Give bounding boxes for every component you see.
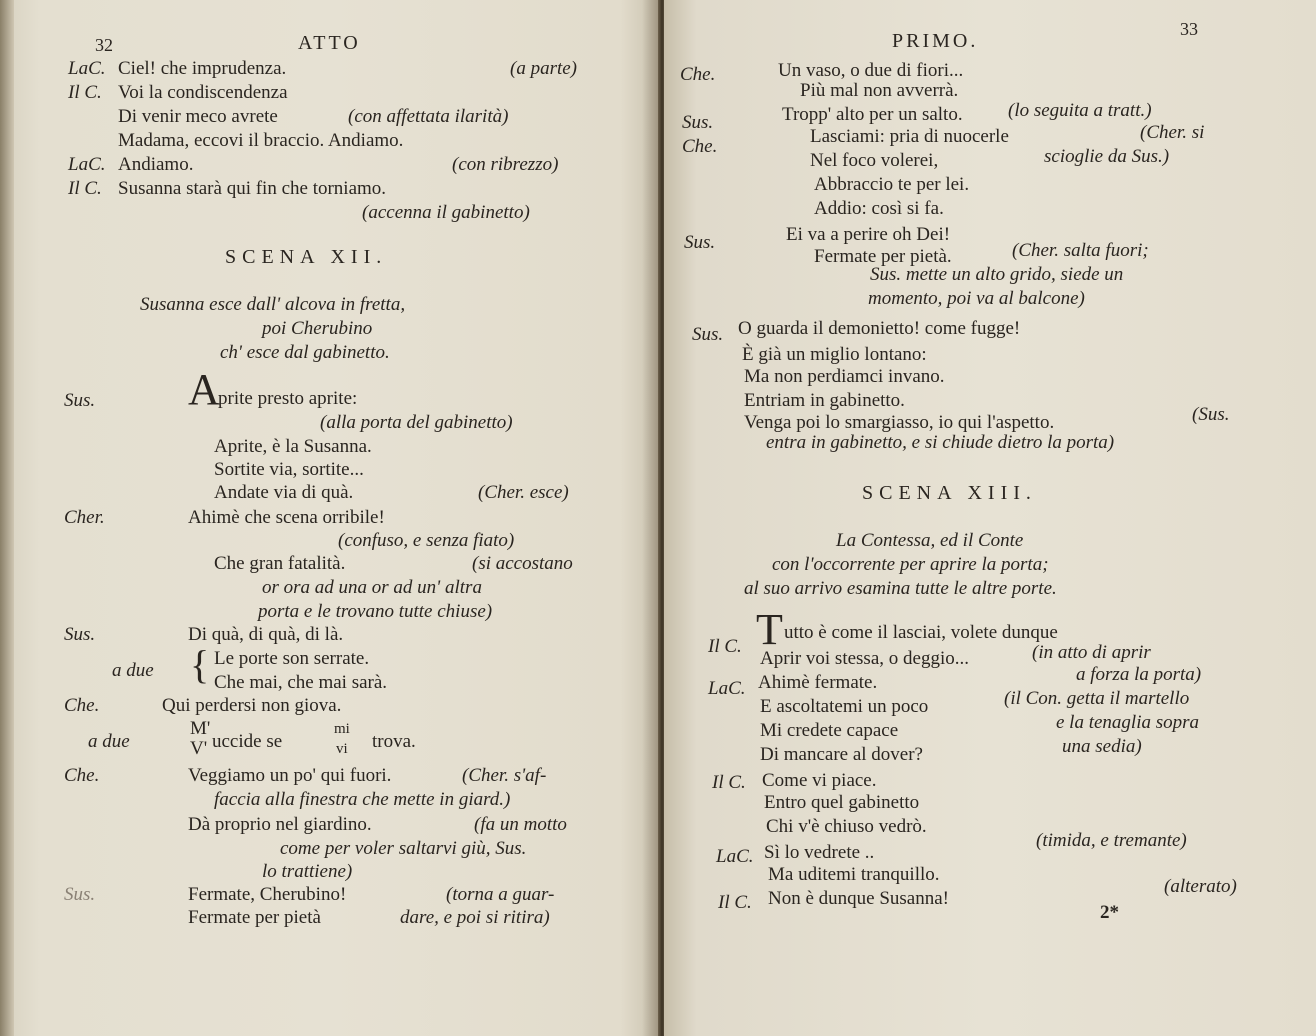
stage-direction: Sus. mette un alto grido, siede un — [870, 264, 1124, 285]
drop-cap: A — [188, 365, 220, 414]
verse-line: Aprir voi stessa, o deggio... — [760, 648, 969, 669]
verse-line: Dà proprio nel giardino. — [188, 814, 372, 835]
scene-heading: SCENA XIII. — [862, 482, 1037, 504]
stage-direction: (Cher. salta fuori; — [1012, 240, 1149, 261]
speaker: Sus. — [682, 112, 714, 133]
speaker: LaC. — [68, 58, 106, 79]
verse-line: Più mal non avverrà. — [800, 80, 959, 101]
verse-line: Qui perdersi non giova. — [162, 695, 342, 716]
verse-line: Andate via di quà. — [214, 482, 354, 503]
speaker: LaC. — [68, 154, 106, 175]
speaker: Sus. — [64, 884, 96, 905]
verse-line: Abbraccio te per lei. — [814, 174, 970, 195]
scene-description: Susanna esce dall' alcova in fretta, — [140, 294, 406, 315]
stage-direction: come per voler saltarvi giù, Sus. — [280, 838, 527, 859]
verse-line: Come vi piace. — [762, 770, 877, 791]
verse-line: Un vaso, o due di fiori... — [778, 60, 964, 81]
stage-direction: (Sus. — [1192, 404, 1230, 425]
verse-line: Tropp' alto per un salto. — [782, 104, 963, 125]
speaker: Cher. — [64, 507, 105, 528]
speaker: LaC. — [716, 846, 754, 867]
verse-line: Aprite, è la Susanna. — [214, 436, 372, 457]
speaker: Sus. — [684, 232, 716, 253]
scene-description: La Contessa, ed il Conte — [836, 530, 1024, 551]
scene-heading: SCENA XII. — [225, 246, 388, 268]
stage-direction: (accenna il gabinetto) — [362, 202, 530, 223]
verse-line: Veggiamo un po' qui fuori. — [188, 765, 392, 786]
speaker: LaC. — [708, 678, 746, 699]
stage-direction: (alla porta del gabinetto) — [320, 412, 513, 433]
signature-mark: 2* — [1100, 902, 1119, 923]
verse-line: Ma non perdiamci invano. — [744, 366, 945, 387]
verse-line: utto è come il lasciai, volete dunque — [784, 622, 1058, 643]
verse-fragment: V' — [190, 738, 208, 759]
stage-direction: (confuso, e senza fiato) — [338, 530, 515, 551]
verse-line: Andiamo. — [118, 154, 194, 175]
verse-line: Che gran fatalità. — [214, 553, 346, 574]
verse-line: Fermate, Cherubino! — [188, 884, 347, 905]
speaker: Il C. — [68, 82, 102, 103]
brace: { — [190, 642, 210, 687]
verse-line: uccide se — [212, 731, 283, 752]
stage-direction: (timida, e tremante) — [1036, 830, 1187, 851]
stage-direction: una sedia) — [1062, 736, 1142, 757]
verse-line: Ciel! che imprudenza. — [118, 58, 287, 79]
stage-direction: (a parte) — [510, 58, 578, 79]
stage-direction: or ora ad una or ad un' altra — [262, 577, 482, 598]
stage-direction: entra in gabinetto, e si chiude dietro la porta) — [766, 432, 1115, 453]
stage-direction: (alterato) — [1164, 876, 1237, 897]
speaker: Che. — [64, 695, 100, 716]
verse-line: Di venir meco avrete — [118, 106, 278, 127]
verse-line: Madama, eccovi il braccio. Andiamo. — [118, 130, 404, 151]
verse-line: Addio: così si fa. — [814, 198, 944, 219]
speaker: Che. — [64, 765, 100, 786]
verse-line: Sì lo vedrete .. — [764, 842, 875, 863]
verse-line: Voi la condiscendenza — [118, 82, 288, 103]
verse-line: Entro quel gabinetto — [764, 792, 920, 813]
speaker: Sus. — [692, 324, 724, 345]
verse-line: Di quà, di quà, di là. — [188, 624, 344, 645]
verse-line: Ahimè fermate. — [758, 672, 878, 693]
stage-direction: (con affettata ilarità) — [348, 106, 509, 127]
scene-description: con l'occorrente per aprire la porta; — [772, 554, 1049, 575]
verse-line: Venga poi lo smargiasso, io qui l'aspetto. — [744, 412, 1055, 433]
stage-direction: porta e le trovano tutte chiuse) — [258, 601, 493, 622]
stage-direction: dare, e poi si ritira) — [400, 907, 550, 928]
speaker: Il C. — [68, 178, 102, 199]
stage-direction: a forza la porta) — [1076, 664, 1202, 685]
scene-description: ch' esce dal gabinetto. — [220, 342, 390, 363]
running-head: PRIMO. — [892, 30, 979, 52]
verse-line: Di mancare al dover? — [760, 744, 923, 765]
page-number: 32 — [95, 35, 113, 55]
verse-line: Entriam in gabinetto. — [744, 390, 905, 411]
stage-direction: lo trattiene) — [262, 861, 353, 882]
scene-description: poi Cherubino — [262, 318, 373, 339]
verse-line: Che mai, che mai sarà. — [214, 672, 388, 693]
stage-direction: (Cher. s'af- — [462, 765, 547, 786]
verse-line: Non è dunque Susanna! — [768, 888, 949, 909]
stage-direction: (Cher. si — [1140, 122, 1205, 143]
speaker: Sus. — [64, 624, 96, 645]
stage-direction: scioglie da Sus.) — [1044, 146, 1170, 167]
verse-line: Ei va a perire oh Dei! — [786, 224, 951, 245]
verse-line: Chi v'è chiuso vedrò. — [766, 816, 927, 837]
verse-line: È già un miglio lontano: — [742, 344, 927, 365]
verse-line: Ahimè che scena orribile! — [188, 507, 385, 528]
verse-fragment: vi — [336, 741, 348, 757]
drop-cap: T — [756, 605, 783, 654]
stage-direction: (lo seguita a tratt.) — [1008, 100, 1152, 121]
verse-line: Mi credete capace — [760, 720, 899, 741]
speaker: Che. — [680, 64, 716, 85]
stage-direction: (Cher. esce) — [478, 482, 569, 503]
verse-line: Nel foco volerei, — [810, 150, 939, 171]
speaker: Il C. — [712, 772, 746, 793]
verse-line: Susanna starà qui fin che torniamo. — [118, 178, 387, 199]
verse-line: prite presto aprite: — [218, 388, 358, 409]
stage-direction: momento, poi va al balcone) — [868, 288, 1085, 309]
verse-line: Fermate per pietà. — [814, 246, 952, 267]
verse-fragment: M' — [190, 718, 211, 739]
verse-line: O guarda il demonietto! come fugge! — [738, 318, 1021, 339]
verse-line: Fermate per pietà — [188, 907, 321, 928]
a-due-label: a due — [88, 731, 130, 752]
verse-line: Le porte son serrate. — [214, 648, 370, 669]
stage-direction: (torna a guar- — [446, 884, 555, 905]
speaker: Il C. — [718, 892, 752, 913]
stage-direction: (in atto di aprir — [1032, 642, 1151, 663]
stage-direction: (con ribrezzo) — [452, 154, 559, 175]
scene-description: al suo arrivo esamina tutte le altre porte. — [744, 578, 1057, 599]
verse-line: Sortite via, sortite... — [214, 459, 364, 480]
verse-line: Lasciami: pria di nuocerle — [810, 126, 1009, 147]
speaker: Il C. — [708, 636, 742, 657]
stage-direction: (si accostano — [472, 553, 573, 574]
verse-fragment: mi — [334, 721, 350, 737]
running-head: ATTO — [298, 32, 361, 54]
a-due-label: a due — [112, 660, 154, 681]
page-number: 33 — [1180, 19, 1198, 39]
speaker: Che. — [682, 136, 718, 157]
verse-line: trova. — [372, 731, 416, 752]
stage-direction: (fa un motto — [474, 814, 567, 835]
speaker: Sus. — [64, 390, 96, 411]
verse-line: Ma uditemi tranquillo. — [768, 864, 940, 885]
stage-direction: (il Con. getta il martello — [1004, 688, 1190, 709]
right-page — [664, 0, 1316, 1036]
verse-line: E ascoltatemi un poco — [760, 696, 929, 717]
stage-direction: faccia alla finestra che mette in giard.) — [214, 789, 511, 810]
stage-direction: e la tenaglia sopra — [1056, 712, 1200, 733]
